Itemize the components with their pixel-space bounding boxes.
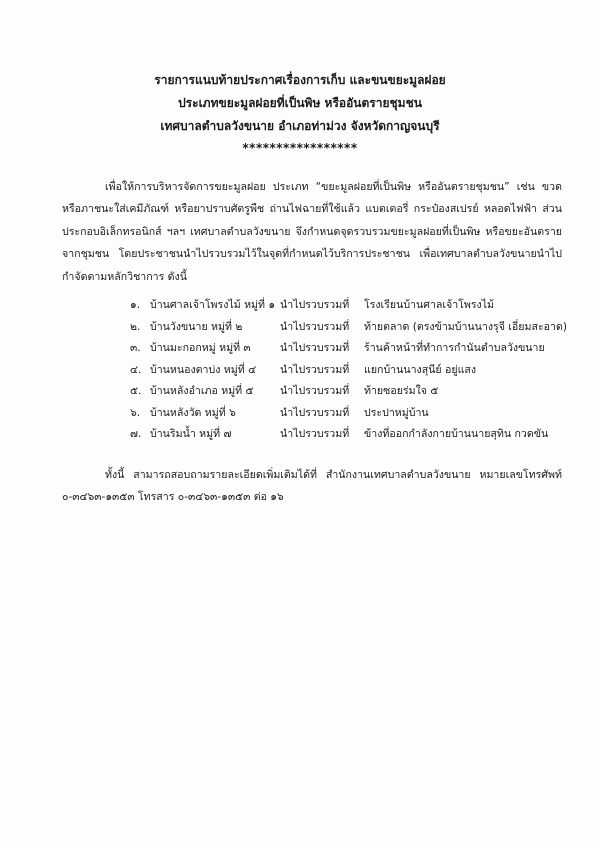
village-name: บ้านริมน้ำ หมู่ที่ ๗ [150, 428, 232, 440]
village-name: บ้านวังขนาย หมู่ที่ ๒ [150, 320, 243, 333]
title-line-3: เทศบาลตำบลวังขนาย อำเภอท่าม่วง จังหวัดกาญจนบุรี [160, 119, 440, 133]
list-item [0, 381, 600, 401]
village-name: บ้านศาลเจ้าโพรงไม้ หมู่ที่ ๑ [150, 299, 276, 311]
list-item [0, 338, 600, 358]
collection-place: ข้างที่ออกกำลังกายบ้านนายสุทิน กวดขัน [364, 428, 549, 440]
item-number: ๑. [130, 299, 141, 311]
collect-label: นำไปรวบรวมที่ [280, 299, 350, 311]
item-number: ๖. [130, 406, 141, 419]
collect-label: นำไปรวบรวมที่ [280, 385, 350, 397]
village-name: บ้านมะกอกหมู่ หมู่ที่ ๓ [150, 342, 251, 354]
item-number: ๕. [130, 385, 142, 397]
village-name: บ้านหลังวัด หมู่ที่ ๖ [150, 406, 236, 419]
collect-label: นำไปรวบรวมที่ [280, 320, 350, 333]
collect-label: นำไปรวบรวมที่ [280, 428, 350, 440]
village-name: บ้านหลังอำเภอ หมู่ที่ ๕ [150, 385, 254, 397]
title-line-1: รายการแนบท้ายประกาศเรื่องการเก็บ และขนขยะมูลฝอย [154, 73, 446, 87]
intro-paragraph: เพื่อให้การบริหารจัดการขยะมูลฝอย ประเภท “ขยะมูลฝอยที่เป็นพิษ หรืออันตรายชุมชน” เช่น ขวดหรือภาชนะใส่เคมีภัณฑ์ หรือยาปราบศัตรูพืช ถ่านไฟฉายที่ใช้แล้ว แบตเตอรี่ กระป๋องสเปรย์ หลอดไฟฟ้า ส่วนประกอบอิเล็กทรอนิกส์ ฯลฯ เทศบาลตำบลวังขนาย จึงกำหนดจุดรวบรวมขยะมูลฝอยที่เป็นพิษ หรือขยะอันตรายจากชุมชน โดยประชาชนนำไปรวบรวมไว้ในจุดที่กำหนดไว้บริการประชาชน เพื่อเทศบาลตำบลวังขนายนำไปกำจัดตามหลักวิชาการ ดังนี้ [62, 181, 562, 283]
list-item [0, 360, 600, 380]
item-number: ๔. [130, 363, 142, 376]
collect-label: นำไปรวบรวมที่ [280, 363, 350, 376]
list-item [0, 317, 600, 337]
list-item [0, 295, 600, 315]
collection-place: แยกบ้านนางสุนีย์ อยู่แสง [364, 363, 477, 376]
collection-place: ท้ายซอยร่มใจ ๕ [364, 385, 439, 397]
collection-place: ร้านค้าหน้าที่ทำการกำนันตำบลวังขนาย [364, 342, 545, 354]
title-separator: ***************** [242, 141, 358, 155]
collection-place: ประปาหมู่บ้าน [364, 406, 429, 419]
item-number: ๒. [130, 320, 141, 333]
item-number: ๗. [130, 428, 142, 440]
list-item [0, 424, 600, 444]
collection-place: โรงเรียนบ้านศาลเจ้าโพรงไม้ [364, 299, 495, 311]
collect-label: นำไปรวบรวมที่ [280, 342, 350, 354]
collection-place: ท้ายตลาด (ตรงข้ามบ้านนางรุจี เอี่ยมสะอาด) [364, 320, 567, 333]
title-line-2: ประเภทขยะมูลฝอยที่เป็นพิษ หรืออันตรายชุมชน [178, 96, 422, 110]
collect-label: นำไปรวบรวมที่ [280, 406, 350, 419]
list-item [0, 403, 600, 423]
village-name: บ้านหนองตาบ่ง หมู่ที่ ๔ [150, 363, 257, 376]
item-number: ๓. [130, 342, 141, 354]
contact-paragraph: ทั้งนี้ สามารถสอบถามรายละเอียดเพิ่มเติมได้ที่ สำนักงานเทศบาลตำบลวังขนาย หมายเลขโทรศัพท์ ๐-๓๔๖๓-๑๓๕๓ โทรสาร ๐-๓๔๖๓-๑๓๕๓ ต่อ ๑๖ [62, 469, 562, 504]
